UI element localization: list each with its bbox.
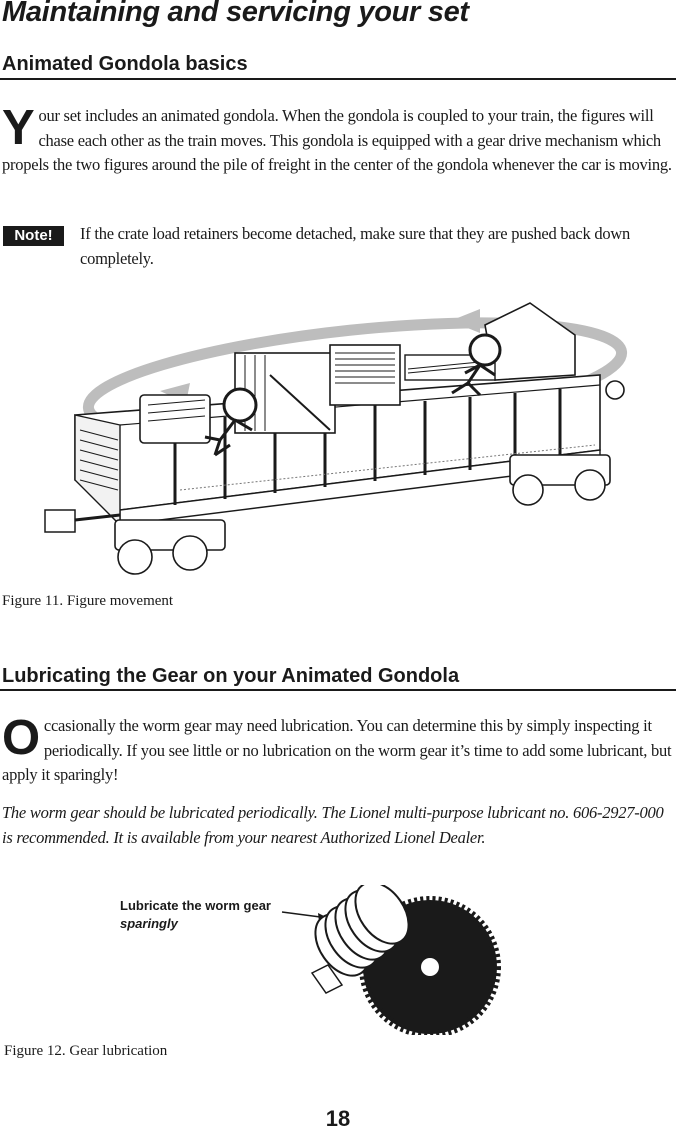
- drop-cap: O: [2, 711, 40, 765]
- note-badge: Note!: [3, 226, 64, 246]
- lubrication-paragraph: [2, 711, 672, 788]
- worm-gear-illustration: [280, 885, 510, 1035]
- section-divider: [0, 689, 676, 691]
- paragraph-text: ccasionally the worm gear may need lubrication. You can determine this by simply inspecting it periodically. If you see little or no lubrication on the worm gear it’s time to add some lubricant, but apply it sparingly!: [2, 716, 672, 784]
- worm-gear-callout: [120, 897, 271, 933]
- section-divider: [0, 78, 676, 80]
- section-heading-lubrication: Lubricating the Gear on your Animated Gondola: [2, 665, 460, 687]
- figure-11-caption: Figure 11. Figure movement: [2, 593, 174, 609]
- section-heading-gondola-basics: Animated Gondola basics: [2, 53, 248, 75]
- note-text: If the crate load retainers become detached, make sure that they are pushed back down completely.: [80, 224, 631, 268]
- paragraph-text: our set includes an animated gondola. When the gondola is coupled to your train, the figures will chase each other as the train moves. This gondola is equipped with a gear drive mechanism which propels the two figures around the pile of freight in the center of the gondola whenever the car is moving.: [2, 106, 672, 174]
- drop-cap: Y: [2, 101, 35, 155]
- page-title: Maintaining and servicing your set: [2, 0, 469, 28]
- callout-line-1: Lubricate the worm gear: [120, 898, 271, 913]
- callout-line-2: sparingly: [120, 916, 178, 931]
- lubricant-recommendation: The worm gear should be lubricated periodically. The Lionel multi-purpose lubricant no. 606-2927-000 is recommended. It is available from your nearest Authorized Lionel Dealer.: [2, 803, 664, 847]
- figure-12-caption: Figure 12. Gear lubrication: [4, 1043, 168, 1059]
- gondola-car-illustration: [40, 295, 640, 585]
- gondola-intro-paragraph: [2, 101, 672, 178]
- page-number: 18: [325, 1106, 351, 1131]
